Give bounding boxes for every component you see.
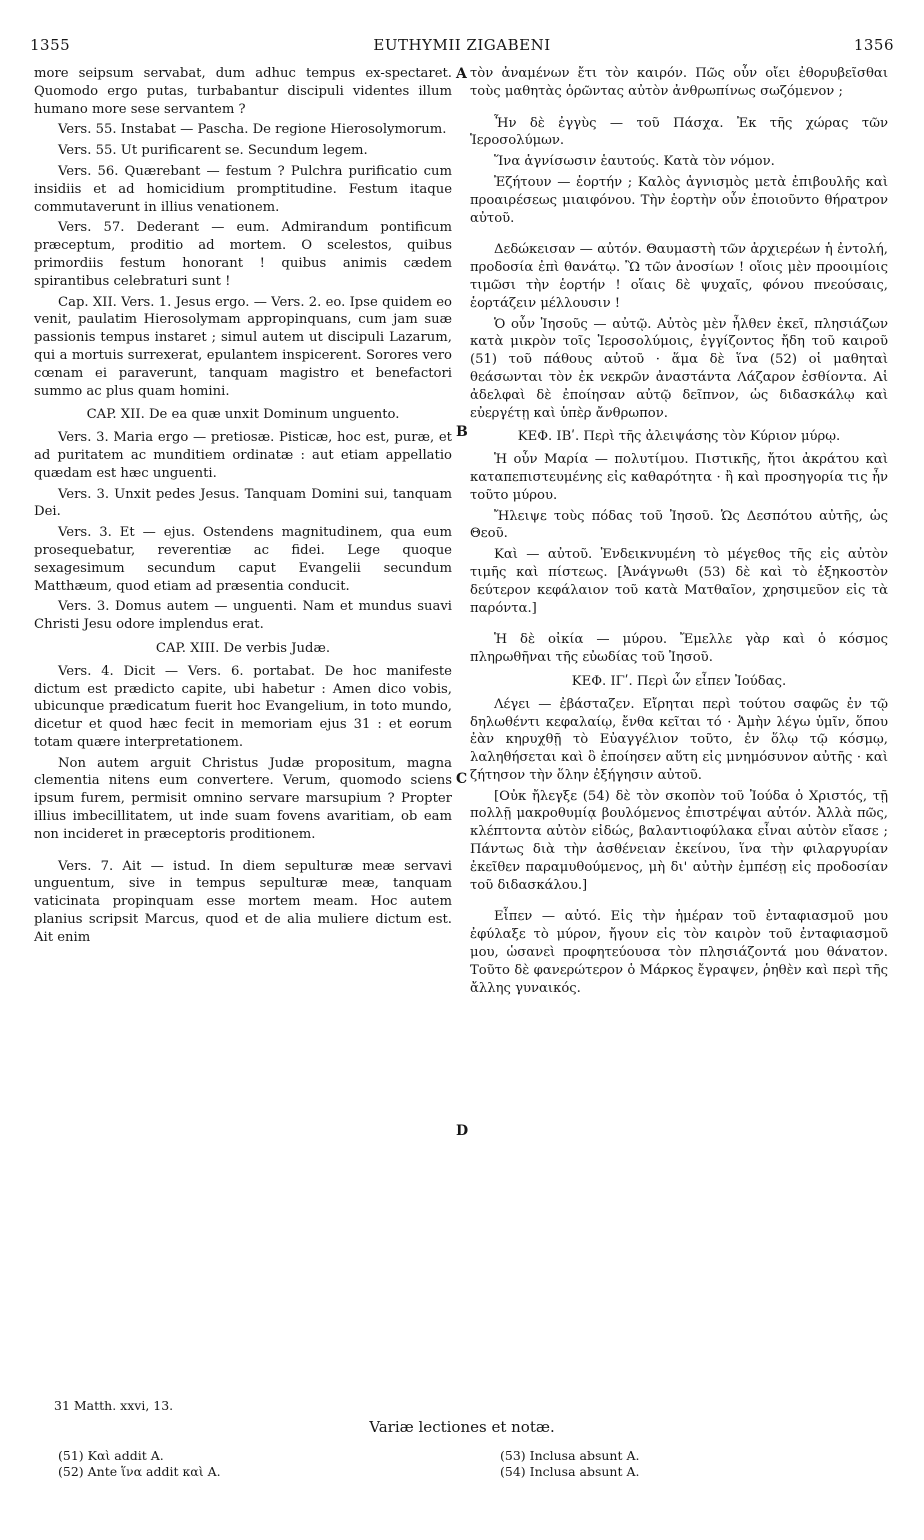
greek-paragraph: Εἶπεν — αὐτό. Εἰς τὴν ἡμέραν τοῦ ἐνταφιασμοῦ μου ἐφύλαξε τὸ μύρον, ἤγουν εἰς τὸν καιρὸν τοῦ ἐνταφιασμοῦ μου, ὡσανεὶ προφητεύουσα τὸν πλησιάζοντά μου θάνατον. Τοῦτο δὲ φανερώτερον ὁ Μάρκος ἔγραψεν, ῥηθὲν καὶ περὶ τῆς ἄλλης γυναικός.: [470, 909, 888, 996]
latin-paragraph: Vers. 3. Et — ejus. Ostendens magnitudinem, qua eum prosequebatur, reverentiæ ac fidei. Lege quoque sexagesimum secundum caput Evangelii secundum Matthæum, quod etiam ad præsentia conducit.: [34, 525, 452, 594]
latin-paragraph: Vers. 4. Dicit — Vers. 6. portabat. De hoc manifeste dictum est prædicto capite, ubi habetur : Amen dico vobis, ubicunque prædicatum fuerit hoc Evangelium, in toto mundo, dicetur et quod hæc fecit in memoriam ejus 31 : et eorum totam quære interpretationem.: [34, 663, 452, 750]
greek-paragraph: Δεδώκεισαν — αὐτόν. Θαυμαστὴ τῶν ἀρχιερέων ἡ ἐντολή, προδοσία ἐπὶ θανάτῳ. Ὢ τῶν ἀνοσίων ! οἵοις μὲν προοιμίοις τιμῶσι τὴν ἑορτήν ! οἵαις δὲ ψυχαῖς, φόνου πνεούσαις, ἑορτάζειν μέλλουσιν !: [470, 242, 888, 311]
latin-paragraph: Vers. 56. Quærebant — festum ? Pulchra purificatio cum insidiis et ad homicidium promptitudine. Festum itaque commutaverunt in illius venationem.: [34, 163, 452, 215]
latin-paragraph: Non autem arguit Christus Judæ propositum, magna clementia nitens eum convertere. Verum, quomodo sciens ipsum furem, permisit omnino servare marsupium ? Propter illius imbecillitatem, ut inde suam fovens avaritiam, ob eam non incideret in præceptoris proditionem.: [34, 755, 452, 842]
running-header: [30, 36, 894, 58]
page-number-right: 1356: [853, 36, 894, 54]
margin-letter-b: B: [456, 424, 468, 440]
margin-letter-c: C: [456, 771, 468, 787]
greek-paragraph: [Οὐκ ἤλεγξε (54) δὲ τὸν σκοπὸν τοῦ Ἰούδα ὁ Χριστός, τῇ πολλῇ μακροθυμίᾳ βουλόμενος ἐπιστρέψαι αὐτόν. Ἀλλὰ πῶς, κλέπτοντα αὐτὸν εἰδώς, βαλαντιοφύλακα εἶναι αὐτὸν εἴασε ; Πάντως διὰ τὴν ἀσθένειαν ἐκείνου, ἵνα τὴν φιλαργυρίαν ἐκεῖθεν παραμυθούμενος, μὴ δι' αὐτὴν ἐμπέσῃ εἰς προδοσίαν τοῦ διδασκάλου.]: [470, 788, 888, 893]
variants-right: [500, 1448, 639, 1480]
chapter-heading-greek: ΚΕΦ. ΙΓʹ. Περὶ ὧν εἶπεν Ἰούδας.: [571, 673, 787, 689]
latin-paragraph: Vers. 3. Unxit pedes Jesus. Tanquam Domini sui, tanquam Dei.: [34, 486, 452, 520]
latin-paragraph: Vers. 3. Maria ergo — pretiosæ. Pisticæ, hoc est, puræ, et ad puritatem ac munditiem ordinatæ : aut etiam appellatio quædam est hæc unguenti.: [34, 430, 452, 481]
latin-paragraph: Vers. 55. Ut purificarent se. Secundum legem.: [58, 143, 368, 159]
greek-column: [470, 65, 888, 1000]
chapter-heading-greek: ΚΕΦ. ΙΒʹ. Περὶ τῆς ἀλειψάσης τὸν Κύριον μύρῳ.: [517, 429, 841, 445]
variant-note: (54) Inclusa absunt A.: [500, 1464, 640, 1479]
latin-paragraph: Vers. 57. Dederant — eum. Admirandum pontificum præceptum, proditio ad mortem. O scelestos, quibus primordiis festum honorant ! quibus animis cædem spirantibus celebraturi sunt !: [34, 220, 452, 289]
variant-note: (53) Inclusa absunt A.: [500, 1448, 640, 1463]
chapter-heading-latin: CAP. XIII. De verbis Judæ.: [155, 640, 331, 656]
running-title: EUTHYMII ZIGABENI: [373, 36, 551, 54]
greek-paragraph: τὸν ἀναμένων ἔτι τὸν καιρόν. Πῶς οὖν οἴει ἐθορυβεῖσθαι τοὺς μαθητὰς ὁρῶντας αὐτὸν ἀνθρωπίνως σωζόμενον ;: [470, 66, 888, 99]
chapter-heading-latin: CAP. XII. De ea quæ unxit Dominum unguento.: [86, 407, 400, 423]
greek-paragraph: Ἡ δὲ οἰκία — μύρου. Ἔμελλε γὰρ καὶ ὁ κόσμος πληρωθῆναι τῆς εὐωδίας τοῦ Ἰησοῦ.: [470, 632, 888, 666]
variants-left: [58, 1448, 221, 1480]
greek-paragraph: Λέγει — ἐβάσταζεν. Εἴρηται περὶ τούτου σαφῶς ἐν τῷ δηλωθέντι κεφαλαίῳ, ἔνθα κεῖται τό · Ἀμὴν λέγω ὑμῖν, ὅπου ἐὰν κηρυχθῇ τὸ Εὐαγγέλιον τοῦτο, ἐν ὅλῳ τῷ κόσμῳ, λαληθήσεται καὶ ὃ ἐποίησεν αὕτη εἰς μνημόσυνον αὐτῆς · καὶ ζήτησον τὴν ὅλην ἐξήγησιν αὐτοῦ.: [470, 696, 888, 783]
page-number-left: 1355: [30, 36, 71, 54]
footnote: 31 Matth. xxvi, 13.: [54, 1398, 174, 1413]
latin-column: [34, 65, 452, 950]
latin-paragraph: more seipsum servabat, dum adhuc tempus ex-spectaret. Quomodo ergo putas, turbabantur discipuli videntes illum humano more sese servantem ?: [34, 66, 452, 117]
latin-paragraph: Vers. 55. Instabat — Pascha. De regione Hierosolymorum.: [58, 122, 447, 138]
greek-paragraph: Ἵνα ἁγνίσωσιν ἑαυτούς. Κατὰ τὸν νόμον.: [494, 154, 775, 170]
margin-letter-d: D: [456, 1123, 469, 1139]
margin-letter-a: A: [456, 66, 467, 82]
greek-paragraph: Ἤλειψε τοὺς πόδας τοῦ Ἰησοῦ. Ὡς Δεσπότου αὐτῆς, ὡς Θεοῦ.: [470, 508, 888, 542]
variant-note: (51) Καὶ addit A.: [58, 1448, 164, 1463]
greek-paragraph: Ἐζήτουν — ἑορτήν ; Καλὸς ἁγνισμὸς μετὰ ἐπιβουλῆς καὶ προαιρέσεως μιαιφόνου. Τὴν ἑορτὴν οὖν ἐποιοῦντο θήρατρον αὐτοῦ.: [470, 174, 888, 226]
greek-paragraph: Καὶ — αὐτοῦ. Ἐνδεικνυμένη τὸ μέγεθος τῆς εἰς αὐτὸν τιμῆς καὶ πίστεως. [Ἀνάγνωθι (53) δὲ καὶ τὸ ἑξηκοστὸν δεύτερον κεφάλαιον τοῦ κατὰ Ματθαῖον, χρησιμεῦον εἰς τὰ παρόντα.]: [470, 547, 888, 616]
variant-note: (52) Ante ἵνα addit καὶ A.: [58, 1464, 221, 1479]
greek-paragraph: Ἡ οὖν Μαρία — πολυτίμου. Πιστικῆς, ἤτοι ἀκράτου καὶ καταπεπιστευμένης εἰς καθαρότητα · ἢ καὶ προσηγορία τις ἦν τοῦτο μύρου.: [470, 452, 888, 503]
latin-paragraph: Vers. 3. Domus autem — unguenti. Nam et mundus suavi Christi Jesu odore implendus erat.: [34, 599, 452, 633]
latin-paragraph: Cap. XII. Vers. 1. Jesus ergo. — Vers. 2. eo. Ipse quidem eo venit, paulatim Hierosolymam appropinquans, cum jam suæ passionis tempus instaret ; simul autem ut discipuli Lazarum, qui a mortuis surrexerat, epulantem inspicerent. Sorores vero cœnam ei paraverunt, tanquam magistro et benefactori summo ac plus quam homini.: [34, 294, 452, 399]
greek-paragraph: Ὁ οὖν Ἰησοῦς — αὐτῷ. Αὐτὸς μὲν ἦλθεν ἐκεῖ, πλησιάζων κατὰ μικρὸν τοῖς Ἱεροσολύμοις, ἐγγίζοντος ἤδη τοῦ καιροῦ (51) τοῦ πάθους αὐτοῦ · ἅμα δὲ ἵνα (52) οἱ μαθηταὶ θεάσωνται τὸν ἐκ νεκρῶν ἀναστάντα Λάζαρον ἐσθίοντα. Αἱ ἀδελφαὶ δὲ ἐποίησαν αὐτῷ δεῖπνον, ὡς διδασκάλῳ καὶ εὐεργέτῃ καὶ ὑπὲρ ἄνθρωπον.: [470, 316, 888, 421]
greek-paragraph: Ἦν δὲ ἐγγὺς — τοῦ Πάσχα. Ἐκ τῆς χώρας τῶν Ἱεροσολύμων.: [470, 115, 888, 149]
variants-heading: Variæ lectiones et notæ.: [369, 1418, 555, 1436]
latin-paragraph: Vers. 7. Ait — istud. In diem sepulturæ meæ servavi unguentum, sive in tempus sepulturæ meæ, tanquam vaticinata propinquam esse mortem meam. Hoc autem planius scripsit Marcus, quod et de alia muliere dictum est. Ait enim: [34, 858, 452, 945]
